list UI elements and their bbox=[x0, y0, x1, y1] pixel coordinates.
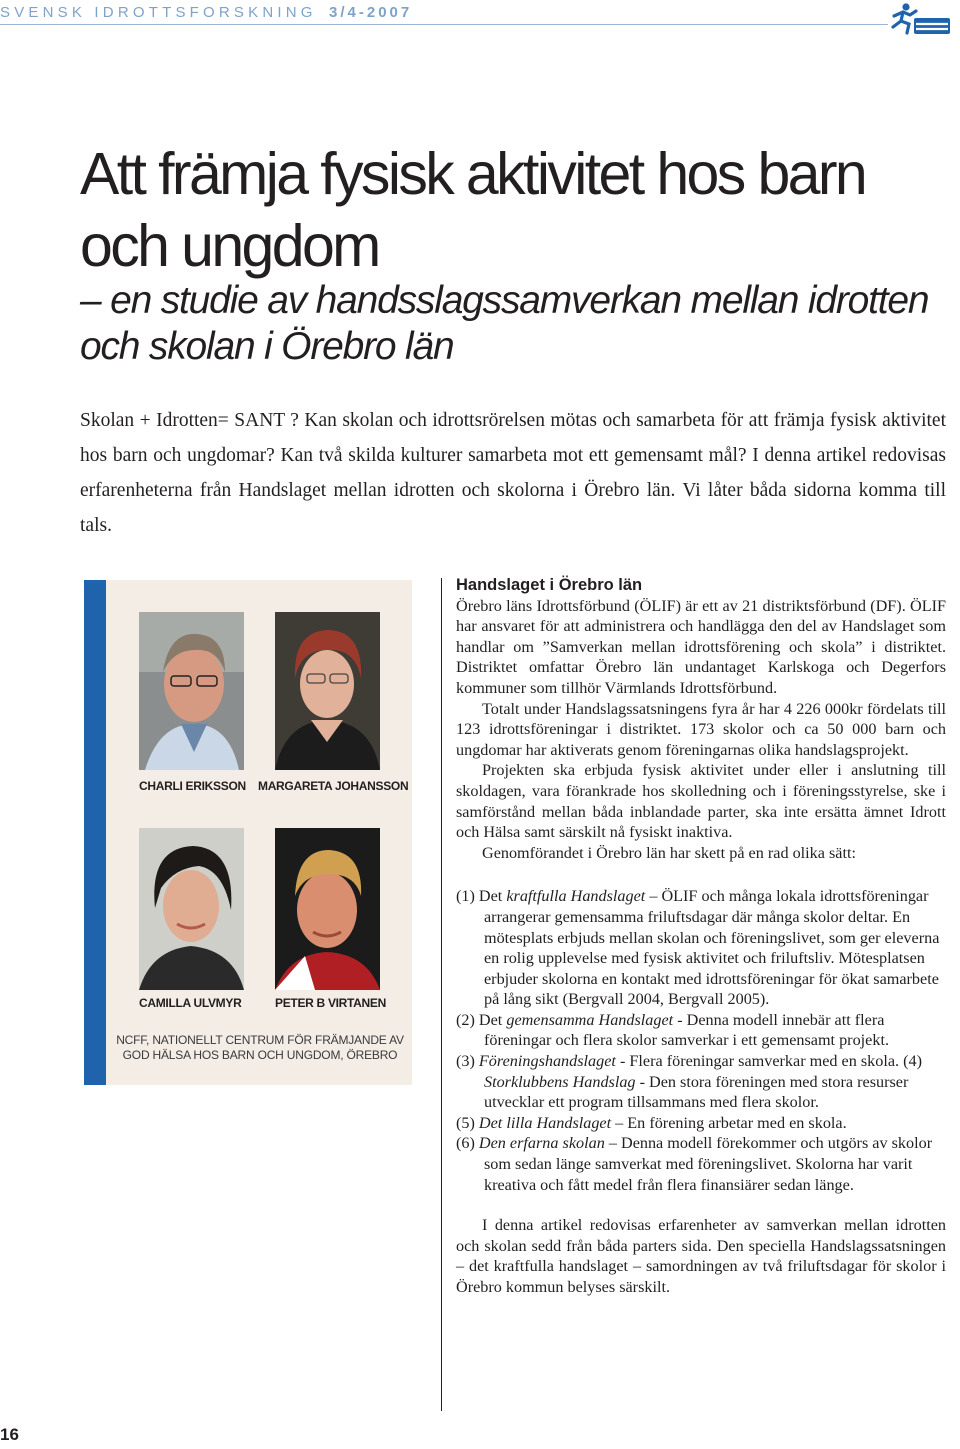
header-rule bbox=[0, 24, 888, 25]
author-caption: PETER B VIRTANEN bbox=[275, 996, 386, 1010]
author-photo-charli bbox=[139, 612, 244, 770]
list-item: (1) Det kraftfulla Handslaget – ÖLIF och många lokala idrottsföreningar arrangerar gemensamma friluftsdagar där många skolor deltar. En mötesplats erbjuds mellan skolan och föreningslivet, som ger eleverna en rolig upplevelse med fysisk aktivitet och friluftsliv. Mötesplatsen erbjuder skolorna en kontakt med idrottsföreningar för ökat samarbete på lång sikt (Bergvall 2004, Bergvall 2005). bbox=[456, 887, 940, 1009]
author-caption: CHARLI ERIKSSON bbox=[139, 779, 246, 793]
author-affiliation: NCFF, NATIONELLT CENTRUM FÖR FRÄMJANDE AV GOD HÄLSA HOS BARN OCH UNGDOM, ÖREBRO bbox=[116, 1033, 404, 1062]
issue-number: 3/4-2007 bbox=[329, 4, 413, 21]
article-body bbox=[456, 575, 946, 1298]
page-header bbox=[0, 0, 960, 30]
article-subtitle: – en studie av handsslagssamverkan mellan idrotten och skolan i Örebro län bbox=[80, 279, 929, 368]
list-item: (5) Det lilla Handslaget – En förening arbetar med en skola. bbox=[456, 1113, 847, 1132]
masthead bbox=[0, 4, 412, 21]
author-photo-camilla bbox=[139, 828, 244, 990]
body-paragraph: I denna artikel redovisas erfarenheter av samverkan mellan idrotten och skolan sedd från båda parters sida. Den speciella Handslagssatsningen – det kraftfulla handslaget – samordningen av två friluftsdagar för skolor i Örebro kommun belyses särskilt. bbox=[456, 1216, 946, 1296]
panel-stripe bbox=[84, 580, 106, 1085]
author-caption: MARGARETA JOHANSSON bbox=[258, 779, 409, 793]
model-list bbox=[456, 886, 946, 1195]
author-photo-peter bbox=[275, 828, 380, 990]
column-rule bbox=[441, 578, 442, 1411]
body-paragraph: Projekten ska erbjuda fysisk aktivitet under eller i anslutning till skoldagen, vara förankrade hos skolledning och i föreningsstyrelse, ske i samförstånd mellan båda inblandade parter, ska inte ersätta ämnet Idrott och Hälsa samt särskilt nå fysiskt inaktiva. bbox=[456, 761, 946, 842]
article-title: Att främja fysisk aktivitet hos barn och ungdom bbox=[80, 141, 866, 279]
article-lead: Skolan + Idrotten= SANT ? Kan skolan och idrottsrörelsen mötas och samarbeta för att främja fysisk aktivitet hos barn och ungdomar? Kan två skilda kulturer samarbeta mot ett gemensamt mål? I denna artikel redovisas erfarenheterna från Handslaget mellan idrotten och skolorna i Örebro län. Vi låter båda sidorna komma till tals. bbox=[80, 410, 946, 536]
body-paragraph: Örebro läns Idrottsförbund (ÖLIF) är ett av 21 distriktsförbund (DF). ÖLIF har ansvaret för att administrera och handlägga den del av Handslaget som handlar om ”Samverkan mellan idrottsförening och skola” i distriktet. Distriktet omfattar Örebro län undantaget Karlskoga och Degerfors kommuner som tillhör Värmlands Idrottsförbund. bbox=[456, 596, 946, 697]
list-item: (6) Den erfarna skolan – Denna modell förekommer och utgörs av skolor som sedan länge samverkat med föreningslivet. Skolorna har varit kreativa och fått medel från flera finansiärer sedan länge. bbox=[456, 1134, 933, 1194]
list-item: (2) Det gemensamma Handslaget - Denna modell innebär att flera föreningar och flera skolor samverkar i ett gemensamt projekt. bbox=[456, 1010, 889, 1050]
section-heading: Handslaget i Örebro län bbox=[456, 576, 643, 594]
author-photo-margareta bbox=[275, 612, 380, 770]
body-paragraph: Totalt under Handslagssatsningens fyra år har 4 226 000kr fördelats till 123 idrottsföreningar i distriktet. 173 skolor och ca 50 000 barn och ungdomar har aktiverats genom föreningarnas olika handslagsprojekt. bbox=[456, 699, 946, 759]
publication-name: SVENSK IDROTTSFORSKNING bbox=[0, 4, 317, 21]
runner-logo-icon bbox=[890, 2, 952, 36]
author-caption: CAMILLA ULVMYR bbox=[139, 996, 242, 1010]
page-number: 16 bbox=[0, 1425, 19, 1444]
list-item: (3) Föreningshandslaget - Flera föreningar samverkar med en skola. (4) Storklubbens Handslag - Den stora föreningen med stora resurser utvecklar ett program tillsammans med flera skolor. bbox=[456, 1052, 923, 1112]
body-paragraph: Genomförandet i Örebro län har skett på en rad olika sätt: bbox=[482, 843, 856, 862]
